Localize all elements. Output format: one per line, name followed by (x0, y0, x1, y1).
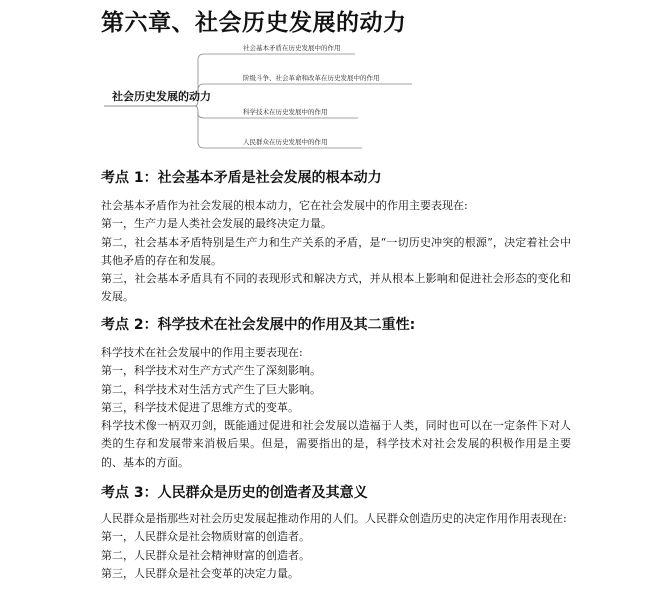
mindmap-branch-3: 科学技术在历史发展中的作用 (243, 108, 328, 116)
section-2-line-5: 科学技术像一柄双刃剑，既能通过促进和社会发展以造福于人类，同时也可以在一定条件下对人类的生存和发展带来消极后果。但是，需要指出的是，科学技术对社会发展的积极作用是主要的、基本的方面。 (101, 419, 571, 469)
section-1-line-1: 社会基本矛盾作为社会发展的根本动力，它在社会发展中的作用主要表现在: (101, 199, 468, 212)
section-1-line-3: 第二，社会基本矛盾特别是生产力和生产关系的矛盾，是“一切历史冲突的根源”，决定着社会中其他矛盾的存在和发展。 (101, 235, 571, 267)
section-3-line-4: 第三，人民群众是社会变革的决定力量。 (101, 566, 299, 580)
section-1-line-2: 第一，生产力是人类社会发展的最终决定力量。 (101, 217, 332, 231)
section-1-line-4: 第三，社会基本矛盾具有不同的表现形式和解决方式，并从根本上影响和促进社会形态的变化和发展。 (101, 272, 571, 304)
mindmap-diagram (100, 36, 420, 154)
section-3-line-1: 人民群众是指那些对社会历史发展起推动作用的人们。人民群众创造历史的决定作用作用表现在: (101, 512, 567, 525)
section-2-line-1: 科学技术在社会发展中的作用主要表现在: (101, 346, 303, 359)
section-3-body (101, 510, 571, 583)
section-2-heading: 考点 2：科学技术在社会发展中的作用及其二重性: (101, 317, 416, 333)
page-title: 第六章、社会历史发展的动力 (101, 10, 407, 36)
section-1-body (101, 197, 571, 307)
section-1-heading: 考点 1：社会基本矛盾是社会发展的根本动力 (101, 170, 382, 186)
section-2-line-4: 第三，科学技术促进了思维方式的变革。 (101, 400, 299, 414)
section-3-heading: 考点 3：人民群众是历史的创造者及其意义 (101, 485, 368, 501)
section-2-body (101, 344, 571, 472)
section-3-line-2: 第一，人民群众是社会物质财富的创造者。 (101, 530, 310, 544)
mindmap-root: 社会历史发展的动力 (112, 90, 211, 103)
mindmap-branch-4: 人民群众在历史发展中的作用 (243, 138, 328, 146)
section-3-line-3: 第二，人民群众是社会精神财富的创造者。 (101, 548, 310, 562)
mindmap-branch-1: 社会基本矛盾在历史发展中的作用 (243, 44, 341, 52)
section-2-line-2: 第一，科学技术对生产方式产生了深刻影响。 (101, 364, 321, 378)
section-2-line-3: 第二，科学技术对生活方式产生了巨大影响。 (101, 382, 321, 396)
mindmap-branch-2: 阶级斗争、社会革命和改革在历史发展中的作用 (243, 74, 380, 82)
